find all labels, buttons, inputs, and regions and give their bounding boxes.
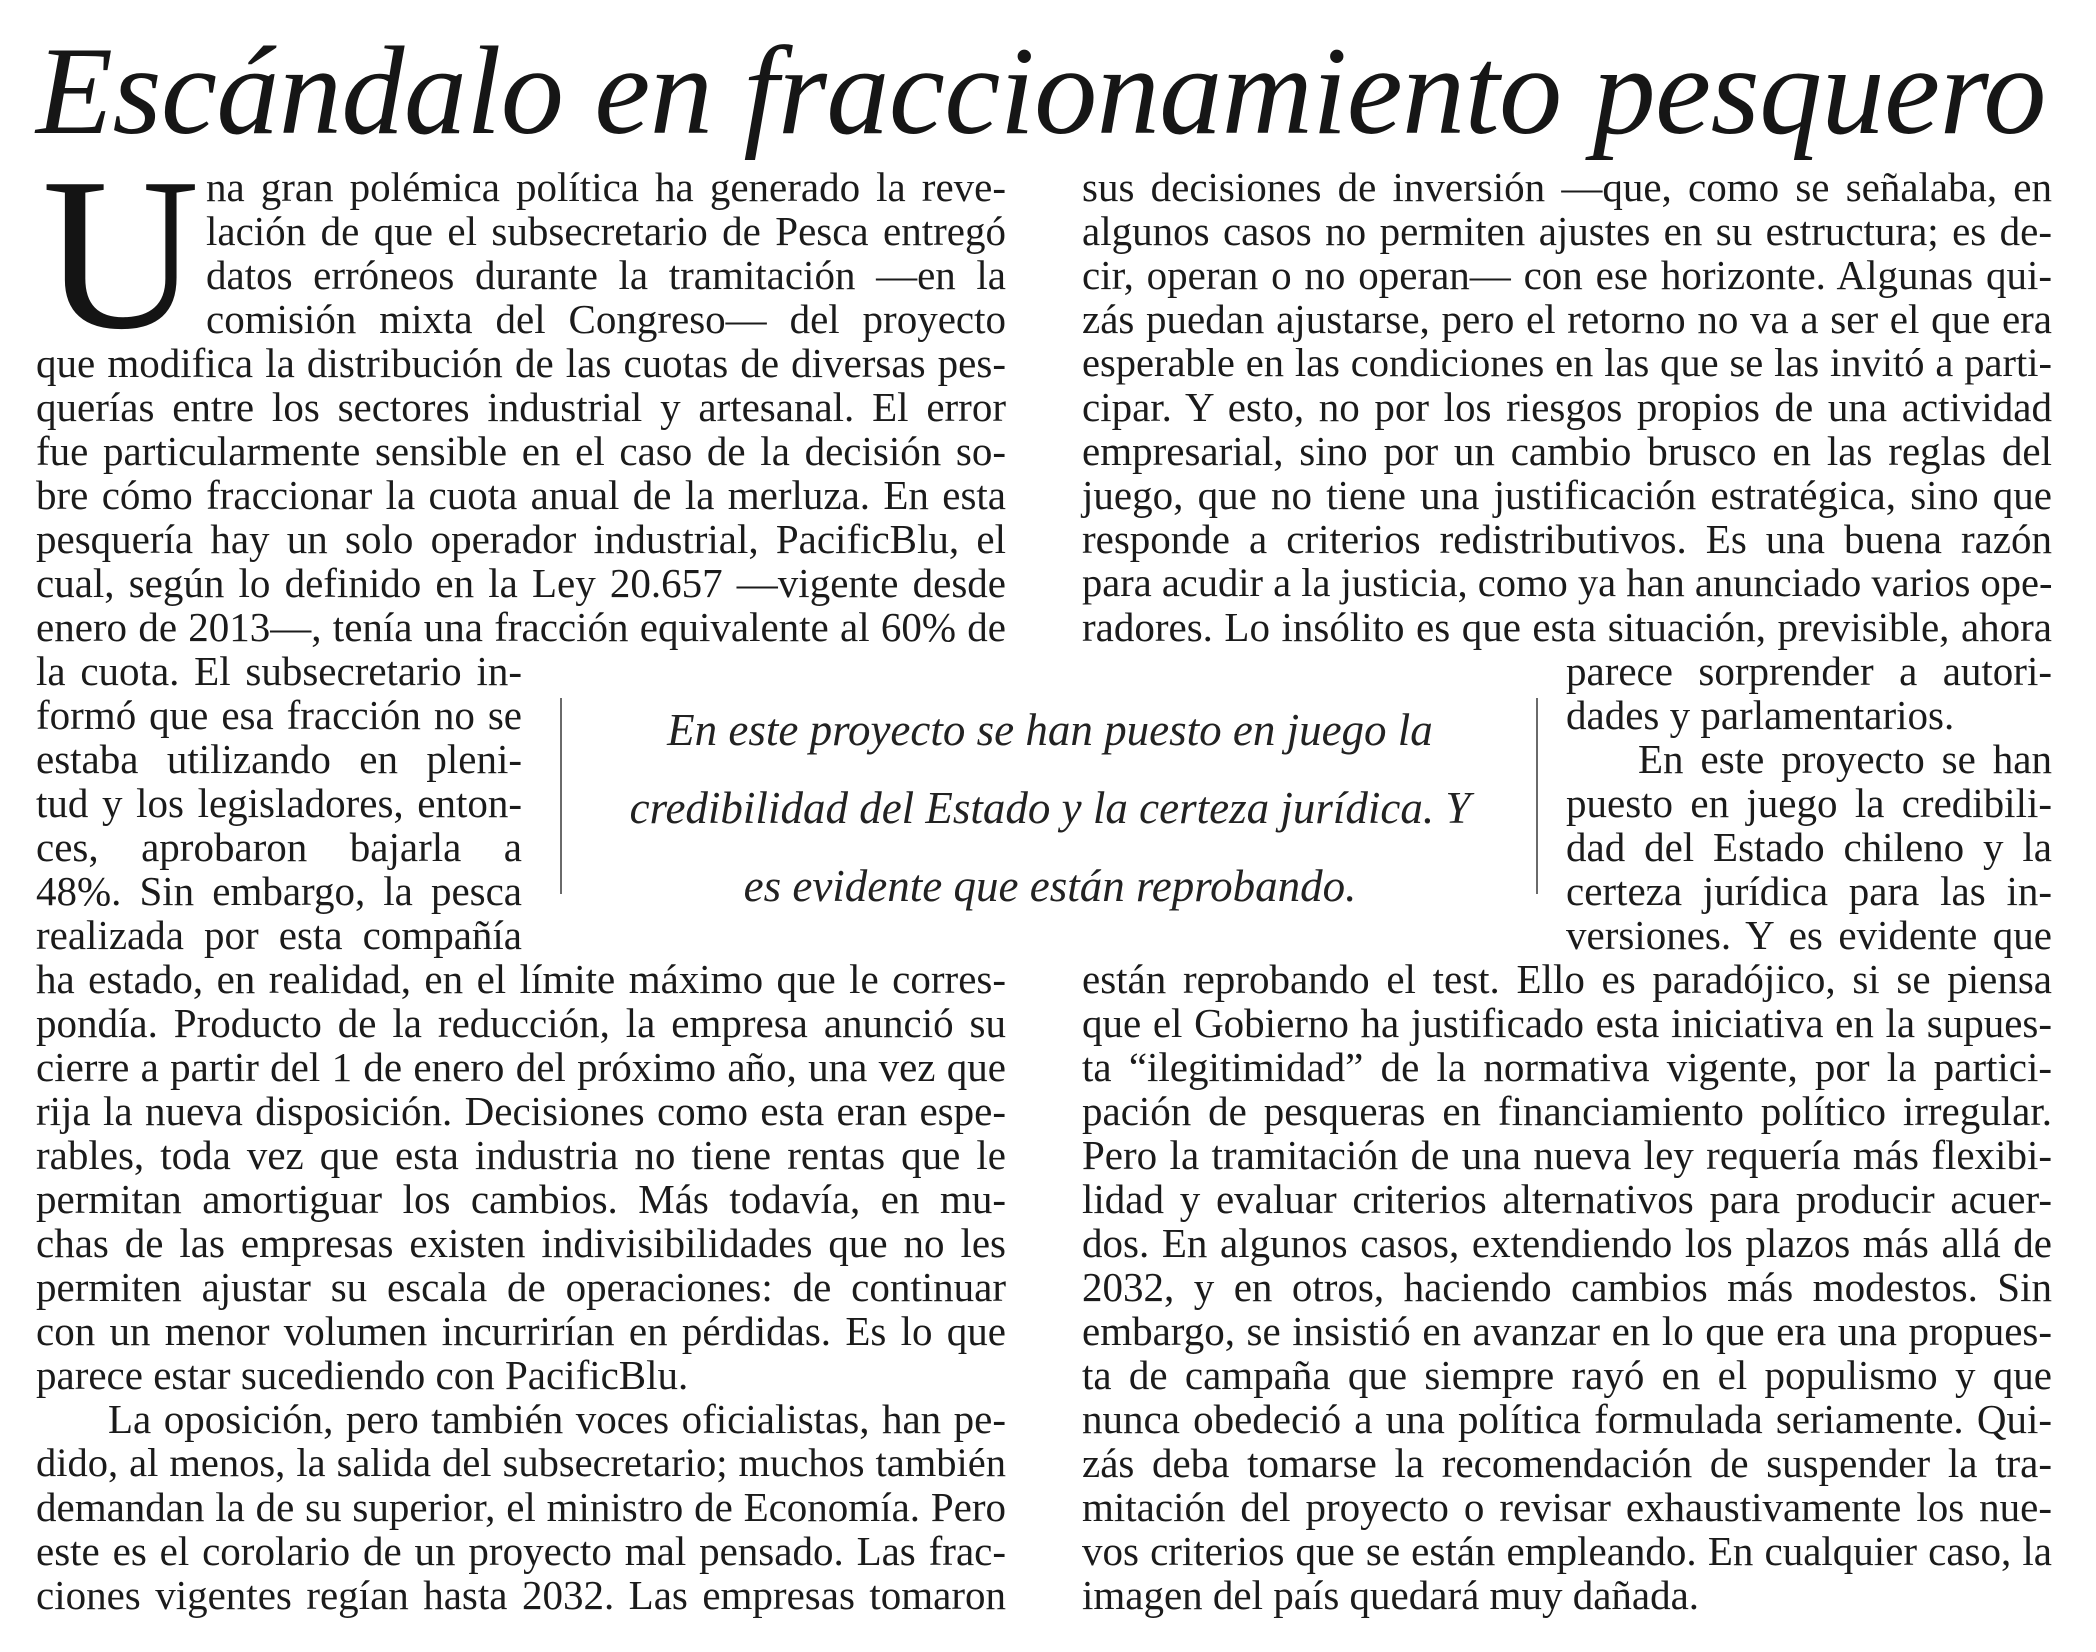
text-line: zás puedan ajustarse, pero el retorno no va a ser el que era xyxy=(1082,296,2052,342)
text-line: cierre a partir del 1 de enero del próximo año, una vez que xyxy=(36,1044,1006,1090)
text-line: zás deba tomarse la recomendación de suspender la tra- xyxy=(1082,1440,2052,1486)
text-line: cir, operan o no operan— con ese horizonte. Algunas qui- xyxy=(1082,252,2052,298)
text-line: empresarial, sino por un cambio brusco en las reglas del xyxy=(1082,428,2052,474)
column-1-bottom xyxy=(36,957,1006,1617)
text-line: dido, al menos, la salida del subsecretario; muchos también xyxy=(36,1440,1006,1485)
text-line: enero de 2013—, tenía una fracción equivalente al 60% de xyxy=(36,604,1006,650)
text-line: ciones vigentes regían hasta 2032. Las empresas tomaron xyxy=(36,1572,1006,1618)
text-line: comisión mixta del Congreso— del proyecto xyxy=(206,296,1006,342)
text-line: permitan amortiguar los cambios. Más todavía, en mu- xyxy=(36,1176,1006,1222)
text-line: mitación del proyecto o revisar exhaustivamente los nue- xyxy=(1082,1484,2052,1530)
column-2-top xyxy=(1082,165,2052,649)
column-2-bottom xyxy=(1082,957,2052,1617)
text-line: datos erróneos durante la tramitación —en la xyxy=(206,252,1006,298)
text-line: imagen del país quedará muy dañada. xyxy=(1082,1572,1700,1618)
text-line: rija la nueva disposición. Decisiones como esta eran espe- xyxy=(36,1088,1006,1134)
text-line: ta de campaña que siempre rayó en el populismo y que xyxy=(1082,1352,2052,1398)
text-line: querías entre los sectores industrial y artesanal. El error xyxy=(36,384,1006,430)
text-line: embargo, se insistió en avanzar en lo que era una propues- xyxy=(1082,1308,2052,1354)
text-line: formó que esa fracción no se xyxy=(36,692,522,738)
text-line: parece sorprender a autori- xyxy=(1566,648,2052,694)
text-line: lación de que el subsecretario de Pesca entregó xyxy=(206,208,1006,254)
column-1-narrow xyxy=(36,649,522,957)
text-line: ha estado, en realidad, en el límite máximo que le corres- xyxy=(36,956,1006,1002)
text-line: están reprobando el test. Ello es paradójico, si se piensa xyxy=(1082,956,2052,1002)
text-line: parece estar sucediendo con PacificBlu. xyxy=(36,1352,689,1398)
text-line: rables, toda vez que esta industria no tiene rentas que le xyxy=(36,1132,1006,1178)
text-line: con un menor volumen incurrirían en pérdidas. Es lo que xyxy=(36,1308,1006,1354)
text-line: dos. En algunos casos, extendiendo los plazos más allá de xyxy=(1082,1220,2052,1266)
text-line: Pero la tramitación de una nueva ley requería más flexibi- xyxy=(1082,1132,2052,1178)
pull-quote-line: En este proyecto se han puesto en juego la xyxy=(667,705,1433,755)
drop-cap: U xyxy=(42,134,200,375)
text-line: bre cómo fraccionar la cuota anual de la merluza. En esta xyxy=(36,472,1006,518)
text-line: demandan la de su superior, el ministro de Economía. Pero xyxy=(36,1484,1006,1530)
text-line: juego, que no tiene una justificación estratégica, sino que xyxy=(1082,472,2052,518)
text-line: la cuota. El subsecretario in- xyxy=(36,648,522,694)
text-line: En este proyecto se han xyxy=(1638,736,2052,782)
text-line: ta “ilegitimidad” de la normativa vigente, por la partici- xyxy=(1082,1044,2052,1090)
text-line: esperable en las condiciones en las que se las invitó a parti- xyxy=(1082,340,2052,385)
text-line: permiten ajustar su escala de operaciones: de continuar xyxy=(36,1264,1006,1310)
text-line: para acudir a la justicia, como ya han anunciado varios ope- xyxy=(1082,560,2053,605)
text-line: estaba utilizando en pleni- xyxy=(36,736,522,782)
pull-quote-line: es evidente que están reprobando. xyxy=(743,861,1357,911)
headline: Escándalo en fraccionamiento pesquero xyxy=(36,22,2046,161)
text-line: cipar. Y esto, no por los riesgos propios de una actividad xyxy=(1082,384,2052,430)
text-line: La oposición, pero también voces oficialistas, han pe- xyxy=(108,1396,1006,1442)
pull-quote xyxy=(560,690,1540,911)
text-line: sus decisiones de inversión —que, como se señalaba, en xyxy=(1082,164,2052,210)
text-line: chas de las empresas existen indivisibilidades que no les xyxy=(36,1220,1006,1266)
text-line: tud y los legisladores, enton- xyxy=(36,780,522,826)
text-line: radores. Lo insólito es que esta situación, previsible, ahora xyxy=(1082,604,2052,650)
text-line: este es el corolario de un proyecto mal pensado. Las frac- xyxy=(36,1528,1006,1574)
text-line: que el Gobierno ha justificado esta iniciativa en la supues- xyxy=(1082,1000,2052,1046)
text-line: ces, aprobaron bajarla a xyxy=(36,824,522,870)
pull-quote-line: credibilidad del Estado y la certeza jurídica. Y xyxy=(629,783,1471,833)
column-2-narrow xyxy=(1566,649,2052,957)
text-line: versiones. Y es evidente que xyxy=(1566,912,2052,958)
text-line: certeza jurídica para las in- xyxy=(1566,868,2052,914)
text-line: nunca obedeció a una política formulada seriamente. Qui- xyxy=(1082,1396,2052,1442)
text-line: que modifica la distribución de las cuotas de diversas pes- xyxy=(36,340,1006,386)
text-line: vos criterios que se están empleando. En cualquier caso, la xyxy=(1082,1528,2052,1574)
text-line: puesto en juego la credibili- xyxy=(1566,780,2052,826)
text-line: dades y parlamentarios. xyxy=(1566,692,1955,738)
text-line: fue particularmente sensible en el caso de la decisión so- xyxy=(36,428,1006,474)
text-line: pondía. Producto de la reducción, la empresa anunció su xyxy=(36,1000,1006,1046)
text-line: dad del Estado chileno y la xyxy=(1566,824,2052,870)
text-line: algunos casos no permiten ajustes en su estructura; es de- xyxy=(1082,208,2052,254)
text-line: pesquería hay un solo operador industrial, PacificBlu, el xyxy=(36,516,1006,562)
text-line: pación de pesqueras en financiamiento político irregular. xyxy=(1082,1088,2052,1134)
text-line: 48%. Sin embargo, la pesca xyxy=(36,868,522,914)
text-line: 2032, y en otros, haciendo cambios más modestos. Sin xyxy=(1082,1264,2052,1310)
text-line: na gran polémica política ha generado la reve- xyxy=(206,164,1006,210)
column-1-top xyxy=(36,165,1006,649)
text-line: cual, según lo definido en la Ley 20.657 —vigente desde xyxy=(36,560,1006,606)
text-line: lidad y evaluar criterios alternativos para producir acuer- xyxy=(1082,1176,2052,1222)
text-line: realizada por esta compañía xyxy=(36,912,522,958)
text-line: responde a criterios redistributivos. Es una buena razón xyxy=(1082,516,2052,562)
